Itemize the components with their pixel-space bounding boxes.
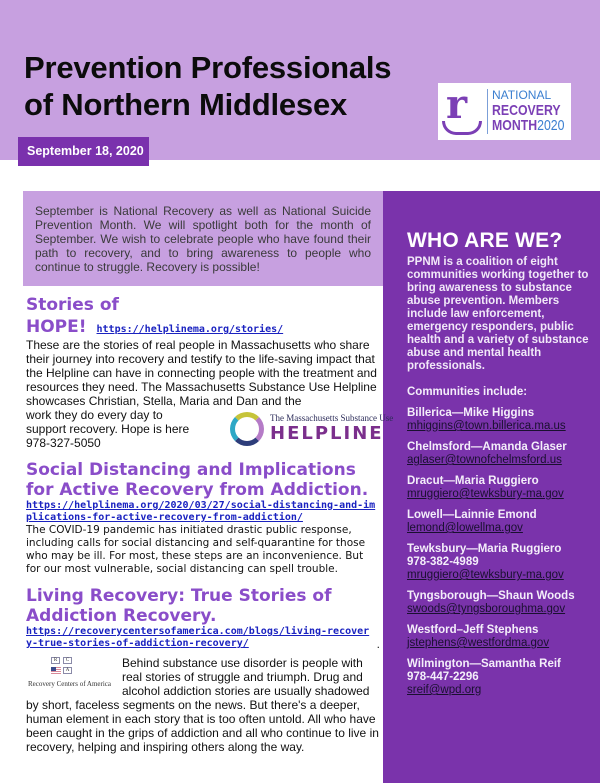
contact-item xyxy=(407,509,590,535)
social-distancing-heading: Social Distancing and Implications for Active Recovery from Addiction. xyxy=(26,460,369,500)
stories-tail-line-2: support recovery. Hope is here xyxy=(26,422,190,436)
rca-caption: Recovery Centers of America xyxy=(28,680,111,688)
title-line-1: Prevention Professionals xyxy=(24,50,392,85)
rca-box-c: C xyxy=(63,657,72,664)
social-distancing-body: The COVID-19 pandemic has initiated drastic public response, including calls for social distancing and self-quarantine for those who may be ill. For most, these steps are an inconvenience. But for our most vulnerable, social distancing can spell trouble. xyxy=(26,524,366,575)
contacts-list xyxy=(407,407,590,697)
helpline-logo xyxy=(230,410,394,450)
contact-phone: 978-447-2296 xyxy=(407,671,479,683)
living-recovery-body-row xyxy=(26,656,380,698)
contact-email-link[interactable]: jstephens@westfordma.gov xyxy=(407,637,550,649)
logo-line-recovery: RECOVERY xyxy=(492,102,561,119)
contact-item xyxy=(407,475,590,501)
living-recovery-section xyxy=(26,586,380,754)
contact-phone: 978-382-4989 xyxy=(407,556,479,568)
contact-item xyxy=(407,624,590,650)
recovery-r-icon: r xyxy=(446,81,468,128)
social-distancing-link[interactable]: https://helplinema.org/2020/03/27/social-distancing-and-implications-for-active-recovery-from-addiction/ xyxy=(26,500,376,523)
trailing-dot: . xyxy=(376,637,380,651)
logo-text xyxy=(492,88,570,133)
contact-name: Lowell—Lainnie Emond xyxy=(407,509,537,521)
contact-email-link[interactable]: swoods@tyngsboroughma.gov xyxy=(407,603,566,615)
logo-line-month xyxy=(492,117,565,134)
contact-email-link[interactable]: aglaser@townofchelmsford.us xyxy=(407,454,562,466)
sidebar-description: PPNM is a coalition of eight communities working together to bring awareness to substance abuse prevention. Members include law enforcement, emergency responders, public health and a variety of substance abuse and mental health professionals. xyxy=(407,256,589,372)
logo-divider xyxy=(487,89,488,134)
national-recovery-month-logo xyxy=(438,83,571,140)
contact-name: Billerica—Mike Higgins xyxy=(407,407,535,419)
flag-icon xyxy=(51,667,61,674)
recovery-centers-of-america-logo xyxy=(26,656,118,694)
newsletter-title xyxy=(24,49,391,123)
rca-box-a: A xyxy=(63,667,72,674)
intro-box: September is National Recovery as well as National Suicide Prevention Month. We will spotlight both for the month of September. We wish to celebrate people who have found their path to recovery, and to bring awareness to people who continue to struggle. Recovery is possible! xyxy=(23,191,383,286)
contact-email-link[interactable]: mruggiero@tewksbury-ma.gov xyxy=(407,569,564,581)
contact-email-link[interactable]: sreif@wpd.org xyxy=(407,684,482,696)
contact-email-link[interactable]: lemond@lowellma.gov xyxy=(407,522,523,534)
logo-year: 2020 xyxy=(537,117,565,134)
contact-item xyxy=(407,407,590,433)
helpline-wordmark: HELPLINE xyxy=(270,423,384,444)
contact-name: Chelmsford—Amanda Glaser xyxy=(407,441,567,453)
stories-tail-row xyxy=(26,408,394,450)
helpline-ring-icon xyxy=(230,412,264,446)
helpline-caption: The Massachusetts Substance Use xyxy=(270,413,394,423)
contact-name: Tyngsborough—Shaun Woods xyxy=(407,590,575,602)
stories-heading: Stories of HOPE! xyxy=(26,295,119,337)
smile-icon xyxy=(442,121,482,135)
helpline-phone: 978-327-5050 xyxy=(26,436,101,450)
living-recovery-link[interactable]: https://recoverycentersofamerica.com/blogs/living-recovery-true-stories-of-addiction-recovery/ xyxy=(26,626,370,649)
stories-link[interactable]: https://helplinema.org/stories/ xyxy=(96,324,284,335)
contact-item xyxy=(407,441,590,467)
sidebar-title: WHO ARE WE? xyxy=(407,229,563,252)
stories-tail-line-1: work they do every day to xyxy=(26,408,163,422)
contact-name: Dracut—Maria Ruggiero xyxy=(407,475,539,487)
living-recovery-heading: Living Recovery: True Stories of Addiction Recovery. xyxy=(26,586,332,626)
contact-name: Wilmington—Samantha Reif xyxy=(407,658,561,670)
contact-email-link[interactable]: mhiggins@town.billerica.ma.us xyxy=(407,420,566,432)
contact-name: Westford–Jeff Stephens xyxy=(407,624,539,636)
contact-item xyxy=(407,590,590,616)
logo-month: MONTH xyxy=(492,117,538,134)
stories-heading-row xyxy=(26,294,380,338)
living-recovery-link-row xyxy=(26,626,380,650)
social-distancing-section xyxy=(26,460,380,576)
main-column xyxy=(26,294,394,754)
communities-label: Communities include: xyxy=(407,386,528,398)
contact-item xyxy=(407,658,590,697)
contact-item xyxy=(407,543,590,582)
stories-section xyxy=(26,294,394,450)
contact-email-link[interactable]: mruggiero@tewksbury-ma.gov xyxy=(407,488,564,500)
date-badge: September 18, 2020 xyxy=(18,137,149,166)
who-are-we-sidebar xyxy=(383,191,600,783)
living-recovery-body-wrap: Behind substance use disorder is people with real stories of struggle and triumph. Drug and alcohol addiction stories are usually shadowed xyxy=(122,656,370,698)
title-line-2: of Northern Middlesex xyxy=(24,87,348,122)
living-recovery-body: by short, faceless segments on the news. But there's a deeper, human element in each story that is too often untold. All who have been caught in the grips of addiction and all who continue to live in recovery, helping and inspiring others along the way. xyxy=(26,698,379,754)
rca-box-r: R xyxy=(51,657,60,664)
logo-line-national: NATIONAL xyxy=(492,88,552,102)
stories-body: These are the stories of real people in Massachusetts who share their journey into recovery and testify to the life-saving impact that the Helpline can have in connecting people with the treatment and resources they need. The Massachusetts Substance Use Helpline showcases Christian, Stella, Maria and Dan and the xyxy=(26,338,377,408)
contact-name: Tewksbury—Maria Ruggiero xyxy=(407,543,562,555)
